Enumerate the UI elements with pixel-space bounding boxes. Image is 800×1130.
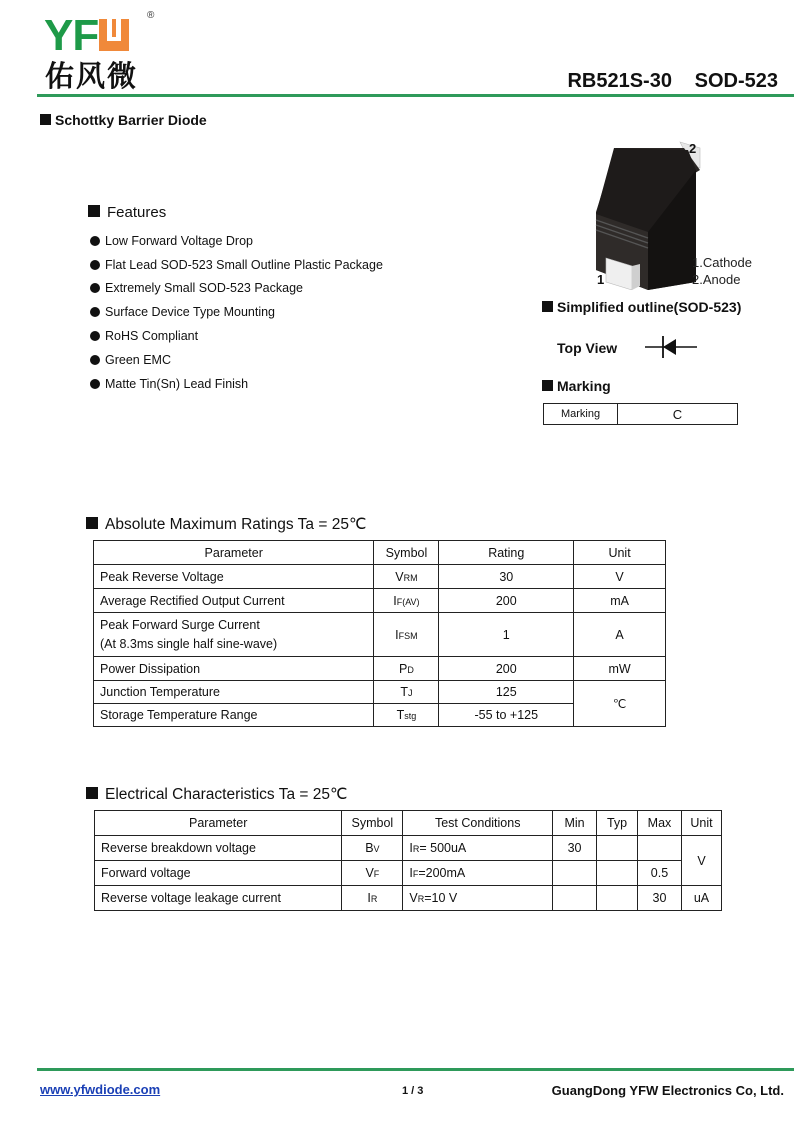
unit-cell: mW <box>574 657 666 681</box>
condition-cell <box>403 836 553 861</box>
condition-main: V <box>409 891 418 905</box>
col-header-typ: Typ <box>597 811 638 836</box>
symbol-cell <box>374 657 439 681</box>
rating-cell: 200 <box>439 589 574 613</box>
max-cell: 0.5 <box>638 861 682 886</box>
symbol-main: I <box>393 593 397 608</box>
param-cell: Peak Reverse Voltage <box>94 565 374 589</box>
footer-divider <box>37 1068 794 1071</box>
device-type-heading <box>40 112 207 128</box>
feature-item <box>90 253 383 277</box>
condition-main: I <box>409 866 413 880</box>
symbol-subscript: F <box>373 869 380 879</box>
table-row <box>94 681 666 704</box>
param-cell <box>94 613 374 657</box>
registered-mark: ® <box>147 10 155 21</box>
symbol-main: V <box>365 866 374 880</box>
square-bullet-icon <box>542 380 553 391</box>
param-line-1: Peak Forward Surge Current <box>100 617 260 632</box>
condition-subscript: R <box>417 894 425 904</box>
condition-subscript: F <box>412 869 419 879</box>
feature-text: Surface Device Type Mounting <box>105 305 276 320</box>
feature-item <box>90 348 383 372</box>
symbol-cell <box>342 836 403 861</box>
rating-cell: 30 <box>439 565 574 589</box>
condition-value: =200mA <box>418 866 466 880</box>
marking-title-text: Marking <box>557 378 611 394</box>
param-cell: Average Rectified Output Current <box>94 589 374 613</box>
logo-chinese-name: 佑风微 <box>45 59 139 93</box>
col-header-test-conditions: Test Conditions <box>403 811 553 836</box>
features-list <box>90 229 383 396</box>
table-row <box>95 836 722 861</box>
symbol-subscript: F(AV) <box>396 596 420 607</box>
package-name: SOD-523 <box>694 70 778 92</box>
typ-cell <box>597 861 638 886</box>
symbol-main: T <box>400 685 408 699</box>
bullet-dot-icon <box>90 283 100 293</box>
param-cell: Reverse voltage leakage current <box>95 886 342 911</box>
typ-cell <box>597 836 638 861</box>
square-bullet-icon <box>86 787 98 799</box>
rating-cell: 200 <box>439 657 574 681</box>
param-cell: Junction Temperature <box>94 681 374 704</box>
condition-cell <box>403 861 553 886</box>
pin-legend-cathode: 1.Cathode <box>692 255 752 270</box>
diode-symbol-icon <box>643 333 699 361</box>
company-name: GuangDong YFW Electronics Co, Ltd. <box>551 1083 784 1098</box>
symbol-subscript: stg <box>404 711 417 721</box>
symbol-cell <box>342 886 403 911</box>
logo-wordmark <box>44 11 129 60</box>
table-row <box>95 861 722 886</box>
min-cell: 30 <box>553 836 597 861</box>
min-cell <box>553 886 597 911</box>
header-divider <box>37 94 794 97</box>
symbol-cell <box>374 681 439 704</box>
outline-title-text: Simplified outline(SOD-523) <box>557 299 742 315</box>
min-cell <box>553 861 597 886</box>
abs-max-heading <box>86 515 366 534</box>
document-title <box>567 70 778 93</box>
condition-value: = 500uA <box>419 841 467 855</box>
symbol-subscript: D <box>407 664 414 675</box>
abs-max-table <box>93 540 666 727</box>
table-header-row <box>95 811 722 836</box>
symbol-main: T <box>396 708 405 722</box>
symbol-cell <box>374 704 439 727</box>
typ-cell <box>597 886 638 911</box>
param-cell: Reverse breakdown voltage <box>95 836 342 861</box>
feature-item <box>90 300 383 324</box>
unit-cell: mA <box>574 589 666 613</box>
col-header-symbol: Symbol <box>342 811 403 836</box>
symbol-main: B <box>365 841 374 855</box>
unit-cell: V <box>574 565 666 589</box>
pin-1-label: 1 <box>597 272 605 287</box>
col-header-parameter: Parameter <box>95 811 342 836</box>
website-link[interactable]: www.yfwdiode.com <box>40 1082 161 1097</box>
bullet-dot-icon <box>90 307 100 317</box>
marking-heading <box>542 378 611 394</box>
table-row <box>94 565 666 589</box>
param-line-2: (At 8.3ms single half sine-wave) <box>100 636 278 651</box>
max-cell <box>638 836 682 861</box>
unit-cell: uA <box>681 886 721 911</box>
logo-u-mark <box>99 19 129 51</box>
feature-text: Extremely Small SOD-523 Package <box>105 281 303 296</box>
table-row <box>94 657 666 681</box>
feature-text: RoHS Compliant <box>105 329 199 344</box>
square-bullet-icon <box>86 517 98 529</box>
logo-yf: YF <box>44 11 99 60</box>
part-number: RB521S-30 <box>567 70 672 92</box>
symbol-cell <box>374 565 439 589</box>
bullet-dot-icon <box>90 331 100 341</box>
unit-cell: A <box>574 613 666 657</box>
pin-2-label: 2 <box>689 141 697 156</box>
square-bullet-icon <box>542 301 553 312</box>
symbol-subscript: FSM <box>398 630 418 641</box>
symbol-main: I <box>395 627 399 642</box>
elec-char-heading <box>86 785 347 804</box>
feature-text: Matte Tin(Sn) Lead Finish <box>105 376 249 391</box>
bullet-dot-icon <box>90 236 100 246</box>
feature-item <box>90 372 383 396</box>
bullet-dot-icon <box>90 379 100 389</box>
symbol-cell <box>374 613 439 657</box>
unit-cell-merged: V <box>681 836 721 886</box>
table-header-row <box>94 541 666 565</box>
features-heading <box>88 204 166 221</box>
symbol-main: I <box>367 891 371 905</box>
condition-value: =10 V <box>424 891 458 905</box>
param-cell: Power Dissipation <box>94 657 374 681</box>
max-cell: 30 <box>638 886 682 911</box>
param-cell: Storage Temperature Range <box>94 704 374 727</box>
symbol-subscript: RM <box>403 572 418 583</box>
symbol-subscript: R <box>370 894 378 904</box>
symbol-subscript: V <box>373 844 380 854</box>
page-number: 1 / 3 <box>402 1085 424 1097</box>
square-bullet-icon <box>88 205 100 217</box>
marking-value: C <box>672 406 683 422</box>
col-header-parameter: Parameter <box>94 541 374 565</box>
rating-cell: 1 <box>439 613 574 657</box>
device-type-text: Schottky Barrier Diode <box>55 112 207 128</box>
pin-legend-anode: 2.Anode <box>692 272 741 287</box>
elec-char-table <box>94 810 722 911</box>
table-row <box>94 589 666 613</box>
feature-text: Flat Lead SOD-523 Small Outline Plastic Package <box>105 257 383 272</box>
top-view-label: Top View <box>557 340 618 356</box>
unit-cell-merged: ℃ <box>574 681 666 727</box>
symbol-main: V <box>395 569 404 584</box>
feature-text: Green EMC <box>105 352 171 367</box>
col-header-rating: Rating <box>439 541 574 565</box>
marking-table <box>543 403 738 425</box>
condition-main: I <box>409 841 413 855</box>
col-header-unit: Unit <box>574 541 666 565</box>
symbol-main: P <box>398 661 408 676</box>
condition-subscript: R <box>412 844 420 854</box>
feature-item <box>90 324 383 348</box>
pin-legend <box>692 254 752 288</box>
rating-cell: 125 <box>439 681 574 704</box>
elec-char-title-text: Electrical Characteristics Ta = 25℃ <box>105 786 348 803</box>
bullet-dot-icon <box>90 355 100 365</box>
table-row <box>95 886 722 911</box>
col-header-unit: Unit <box>681 811 721 836</box>
table-row <box>94 613 666 657</box>
col-header-symbol: Symbol <box>374 541 439 565</box>
feature-item <box>90 277 383 301</box>
outline-heading <box>542 299 741 315</box>
square-bullet-icon <box>40 114 51 125</box>
param-cell: Forward voltage <box>95 861 342 886</box>
feature-item <box>90 229 383 253</box>
bullet-dot-icon <box>90 260 100 270</box>
feature-text: Low Forward Voltage Drop <box>105 233 253 248</box>
marking-label: Marking <box>544 404 618 424</box>
abs-max-title-text: Absolute Maximum Ratings Ta = 25℃ <box>105 516 367 533</box>
features-title-text: Features <box>107 204 167 221</box>
symbol-subscript: J <box>407 688 413 698</box>
symbol-cell <box>342 861 403 886</box>
sod523-package-image <box>588 140 708 290</box>
col-header-max: Max <box>638 811 682 836</box>
col-header-min: Min <box>553 811 597 836</box>
condition-cell <box>403 886 553 911</box>
symbol-cell <box>374 589 439 613</box>
rating-cell: -55 to +125 <box>439 704 574 727</box>
